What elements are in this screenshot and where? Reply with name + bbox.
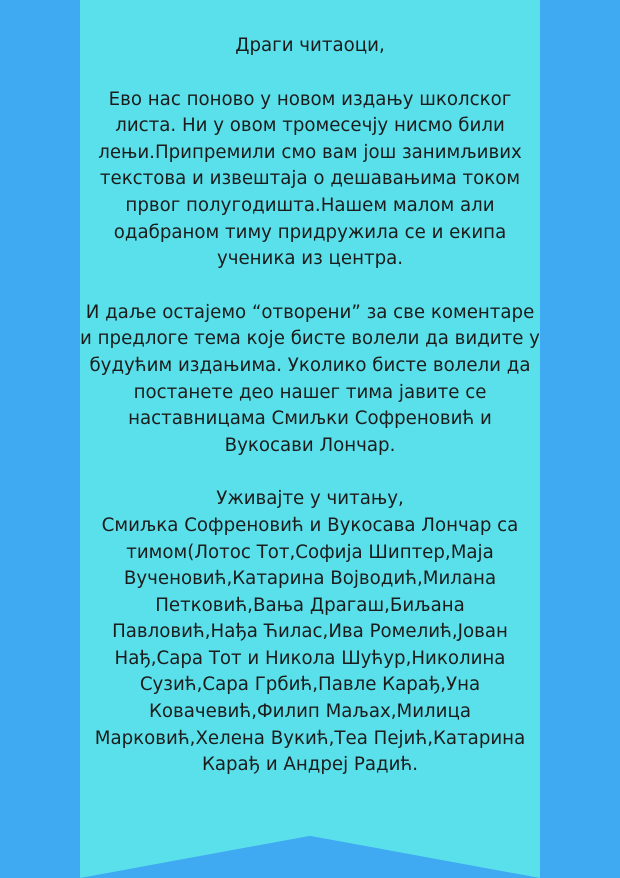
text-line: Павловић,Нађа Ћилас,Ива Ромелић,Јован — [112, 621, 508, 643]
text-line: Нађ,Сара Тот и Никола Шућур,Николина — [114, 647, 506, 669]
text-line: лењи.Припремили смо вам још занимљивих — [98, 141, 522, 163]
text-line: текстова и извештаја о дешавањима током — [99, 168, 521, 190]
text-line: и предлоге тема које бисте волели да видите у — [80, 328, 540, 350]
paragraph-gap — [80, 459, 540, 486]
text-line: Вученовић,Катарина Војводић,Милана — [123, 568, 497, 590]
text-line: постанете део нашег тима јавите се — [133, 381, 487, 403]
text-line: Ковачевић,Филип Маљах,Милица — [148, 701, 472, 723]
paragraph-intro — [80, 87, 540, 273]
text-line: ученика из центра. — [216, 248, 404, 270]
text-line: Вукосави Лончар. — [224, 434, 396, 456]
paragraph-feedback — [80, 300, 540, 460]
text-line: листа. Ни у овом тромесечју нисмо били — [115, 115, 505, 137]
text-line: Смиљка Софреновић и Вукосава Лончар са — [101, 514, 519, 536]
text-line: наставницама Смиљки Софреновић и — [128, 408, 492, 430]
signature — [80, 513, 540, 779]
paragraph-gap — [80, 60, 540, 87]
text-line: првог полугодишта.Нашем малом али — [125, 194, 495, 216]
text-line: Ево нас поново у новом издању школског — [108, 88, 512, 110]
text-line: И даље остајемо “отворени” за све коментаре — [85, 301, 535, 323]
paragraph-gap — [80, 273, 540, 300]
text-line: Петковић,Вања Драгаш,Биљана — [155, 594, 465, 616]
letter-text — [80, 33, 540, 779]
text-line: одабраном тиму придружила се и екипа — [113, 221, 507, 243]
text-line: Сузић,Сара Грбић,Павле Карађ,Уна — [139, 674, 481, 696]
closing: Уживајте у читању, — [216, 488, 404, 510]
text-line: тимом(Лотос Тот,Софија Шиптер,Маја — [126, 541, 494, 563]
greeting: Драги читаоци, — [235, 35, 385, 56]
text-line: Марковић,Хелена Вукић,Теа Пејић,Катарина — [94, 727, 526, 749]
text-line: будућим издањима. Уколико бисте волели да — [89, 354, 531, 376]
text-line: Карађ и Андреј Радић. — [201, 754, 419, 776]
